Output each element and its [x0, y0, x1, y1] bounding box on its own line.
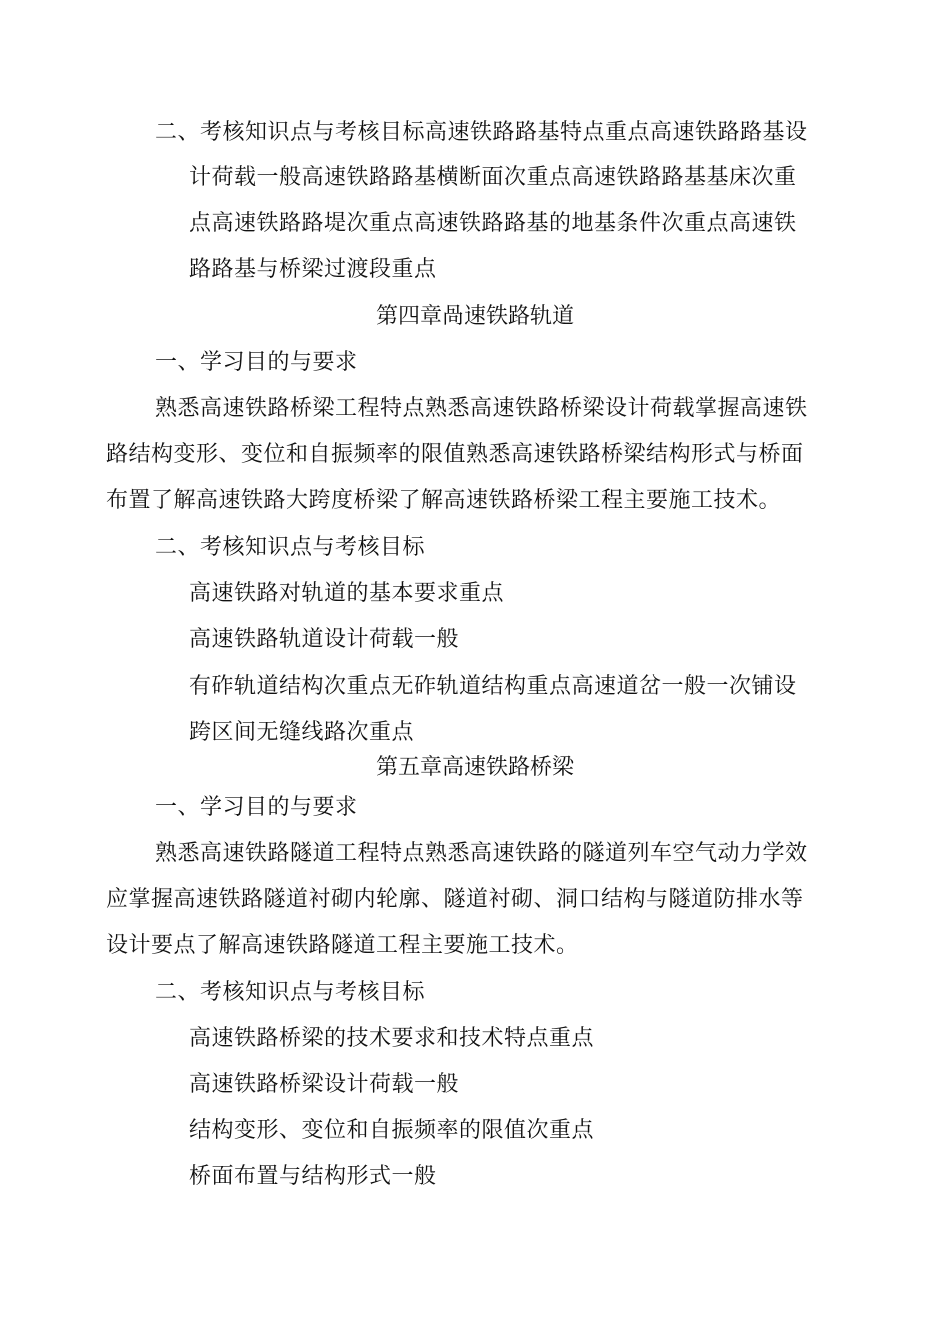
list-item: 高速铁路对轨道的基本要求重点 [189, 581, 505, 606]
list-item: 桥面布置与结构形式一般 [189, 1164, 437, 1189]
section3-exam-line: 路路基与桥梁过渡段重点 [189, 257, 437, 282]
chapter5-exam-heading: 二、考核知识点与考核目标 [155, 980, 426, 1005]
section3-exam-line: 二、考核知识点与考核目标高速铁路路基特点重点高速铁路路基设 [155, 120, 808, 145]
chapter4-title: 第四章咼速铁路轨道 [375, 304, 574, 329]
chapter5-goal-heading: 一、学习目的与要求 [155, 795, 358, 820]
chapter4-exam-heading: 二、考核知识点与考核目标 [155, 535, 426, 560]
list-item: 高速铁路轨道设计荷载一般 [189, 627, 460, 652]
section3-exam-line: 计荷载一般高速铁路路基横断面次重点高速铁路路基基床次重 [189, 165, 797, 190]
list-item: 跨区间无缝线路次重点 [189, 720, 415, 745]
paragraph-line: 应掌握高速铁路隧道衬砌内轮廓、隧道衬砌、洞口结构与隧道防排水等 [106, 887, 804, 912]
paragraph-line: 路结构变形、变位和自振频率的限值熟悉高速铁路桥梁结构形式与桥面 [106, 442, 804, 467]
paragraph-line: 设计要点了解高速铁路隧道工程主要施工技术。 [106, 933, 579, 958]
list-item: 结构变形、变位和自振频率的限值次重点 [189, 1118, 595, 1143]
paragraph-line: 熟悉高速铁路桥梁工程特点熟悉高速铁路桥梁设计荷载掌握高速铁 [155, 396, 808, 421]
list-item: 高速铁路桥梁的技术要求和技术特点重点 [189, 1026, 595, 1051]
list-item: 有砟轨道结构次重点无砟轨道结构重点高速道岔一般一次铺设 [189, 674, 797, 699]
paragraph-line: 布置了解高速铁路大跨度桥梁了解高速铁路桥梁工程主要施工技术。 [106, 488, 782, 513]
chapter5-title: 第五章高速铁路桥梁 [375, 755, 574, 780]
list-item: 高速铁路桥梁设计荷载一般 [189, 1072, 460, 1097]
paragraph-line: 熟悉高速铁路隧道工程特点熟悉高速铁路的隧道列车空气动力学效 [155, 841, 808, 866]
chapter4-goal-heading: 一、学习目的与要求 [155, 350, 358, 375]
section3-exam-line: 点高速铁路路堤次重点高速铁路路基的地基条件次重点高速铁 [189, 211, 797, 236]
